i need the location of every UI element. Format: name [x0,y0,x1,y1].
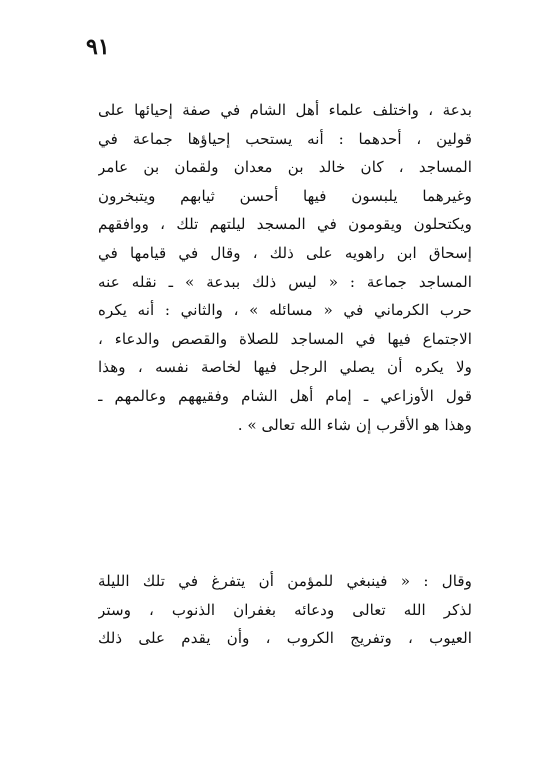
text-line: قول الأوزاعي ـ إمام أهل الشام وفقيههم وعالمهم ـ [98,386,472,405]
text-line: قولين ، أحدهما : أنه يستحب إحياؤها جماعة في [98,129,472,148]
text-line: وغيرهما يلبسون فيها أحسن ثيابهم ويتبخرون [98,186,472,205]
text-line: الاجتماع فيها في المساجد للصلاة والقصص والدعاء ، [98,329,472,348]
paragraph-1 [98,96,472,439]
text-line: ولا يكره أن يصلي الرجل فيها لخاصة نفسه ، وهذا [98,358,472,377]
text-line: لذكر الله تعالى ودعائه بغفران الذنوب ، وستر [98,600,472,619]
text-line: بدعة ، واختلف علماء أهل الشام في صفة إحيائها على [98,101,472,119]
text-line: إسحاق ابن راهويه على ذلك ، وقال في قيامها في [98,243,472,262]
text-line: حرب الكرماني في « مسائله » ، والثاني : أنه يكره [98,301,472,320]
text-line: وقال : « فينبغي للمؤمن أن يتفرغ في تلك الليلة [98,572,472,590]
paragraph-2 [98,567,472,653]
text-line: المساجد ، كان خالد بن معدان ولقمان بن عامر [98,158,472,177]
text-line: العيوب ، وتفريج الكروب ، وأن يقدم على ذلك [98,629,472,648]
text-line: المساجد جماعة : « ليس ذلك ببدعة » ـ نقله عنه [98,272,472,291]
text-line: وهذا هو الأقرب إن شاء الله تعالى » . [237,415,472,434]
text-line: ويكتحلون ويقومون في المسجد ليلتهم تلك ، ووافقهم [98,215,472,234]
page-number: ٩١ [86,34,110,60]
